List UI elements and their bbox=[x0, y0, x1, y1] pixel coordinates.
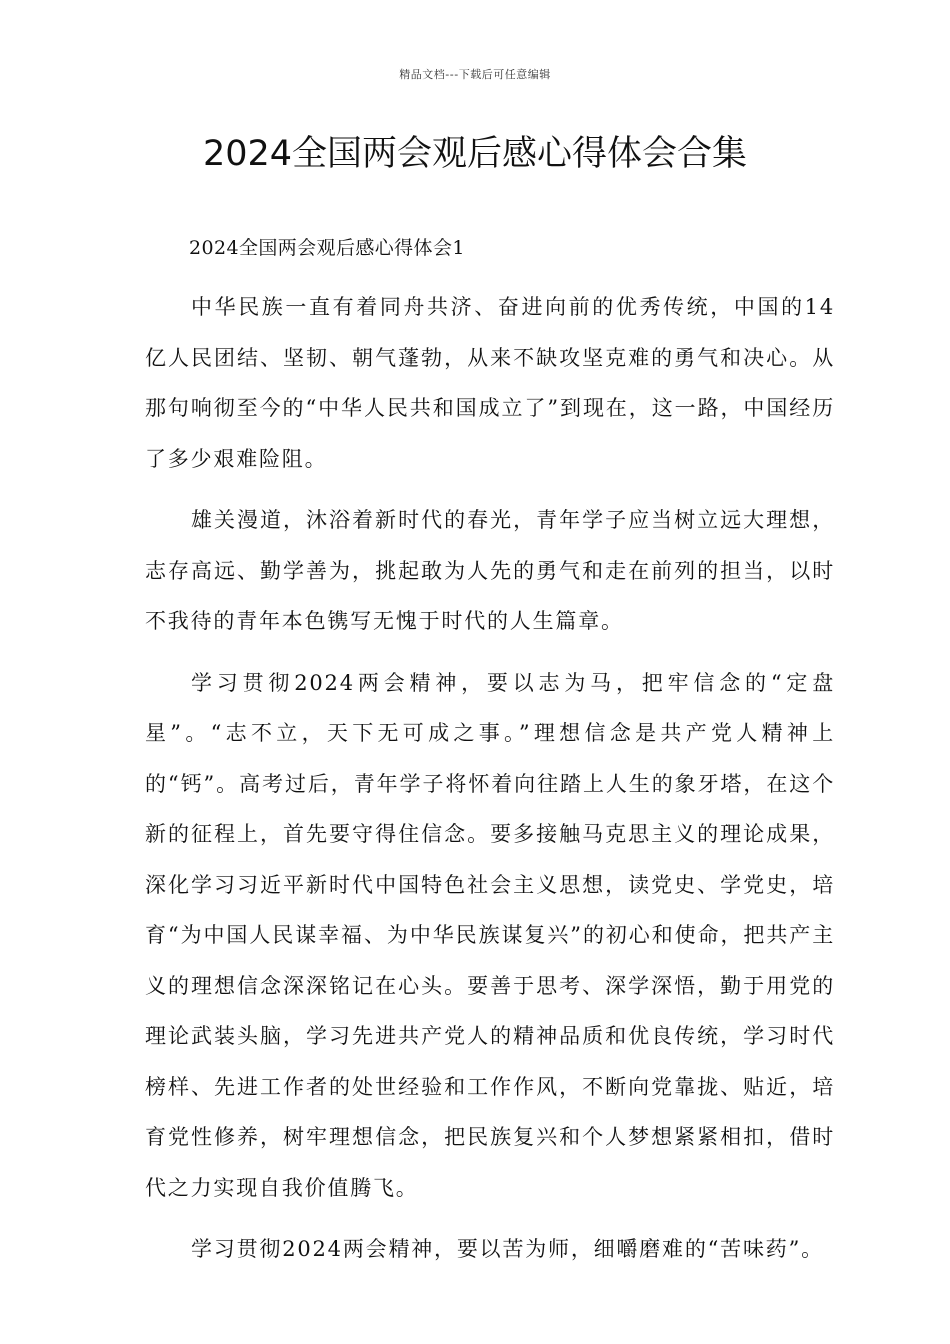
paragraph-4: 学习贯彻2024两会精神，要以苦为师，细嚼磨难的“苦味药”。 bbox=[191, 1237, 824, 1261]
header-note: 精品文档---下载后可任意编辑 bbox=[399, 68, 551, 81]
document-body bbox=[145, 233, 835, 1286]
paragraph-3: 学习贯彻2024两会精神，要以志为马，把牢信念的“定盘星”。“志不立，天下无可成之事。”理想信念是共产党人精神上的“钙”。高考过后，青年学子将怀着向往踏上人生的象牙塔，在这个新的征程上，首先要守得住信念。要多接触马克思主义的理论成果，深化学习习近平新时代中国特色社会主义思想，读党史、学党史，培育“为中国人民谋幸福、为中华民族谋复兴”的初心和使命，把共产主义的理想信念深深铭记在心头。要善于思考、深学深悟，勤于用党的理论武装头脑，学习先进共产党人的精神品质和优良传统，学习时代榜样、先进工作者的处世经验和工作作风，不断向党靠拢、贴近，培育党性修养，树牢理想信念，把民族复兴和个人梦想紧紧相扣，借时代之力实现自我价值腾飞。 bbox=[145, 670, 835, 1200]
document-title: 2024全国两会观后感心得体会合集 bbox=[202, 134, 748, 174]
paragraph-1: 中华民族一直有着同舟共济、奋进向前的优秀传统，中国的14亿人民团结、坚韧、朝气蓬勃，从来不缺攻坚克难的勇气和决心。从那句响彻至今的“中华人民共和国成立了”到现在，这一路，中国经历了多少艰难险阻。 bbox=[145, 295, 835, 471]
paragraph-2: 雄关漫道，沐浴着新时代的春光，青年学子应当树立远大理想，志存高远、勤学善为，挑起敢为人先的勇气和走在前列的担当，以时不我待的青年本色镌写无愧于时代的人生篇章。 bbox=[145, 508, 835, 633]
section-title: 2024全国两会观后感心得体会1 bbox=[189, 237, 465, 259]
